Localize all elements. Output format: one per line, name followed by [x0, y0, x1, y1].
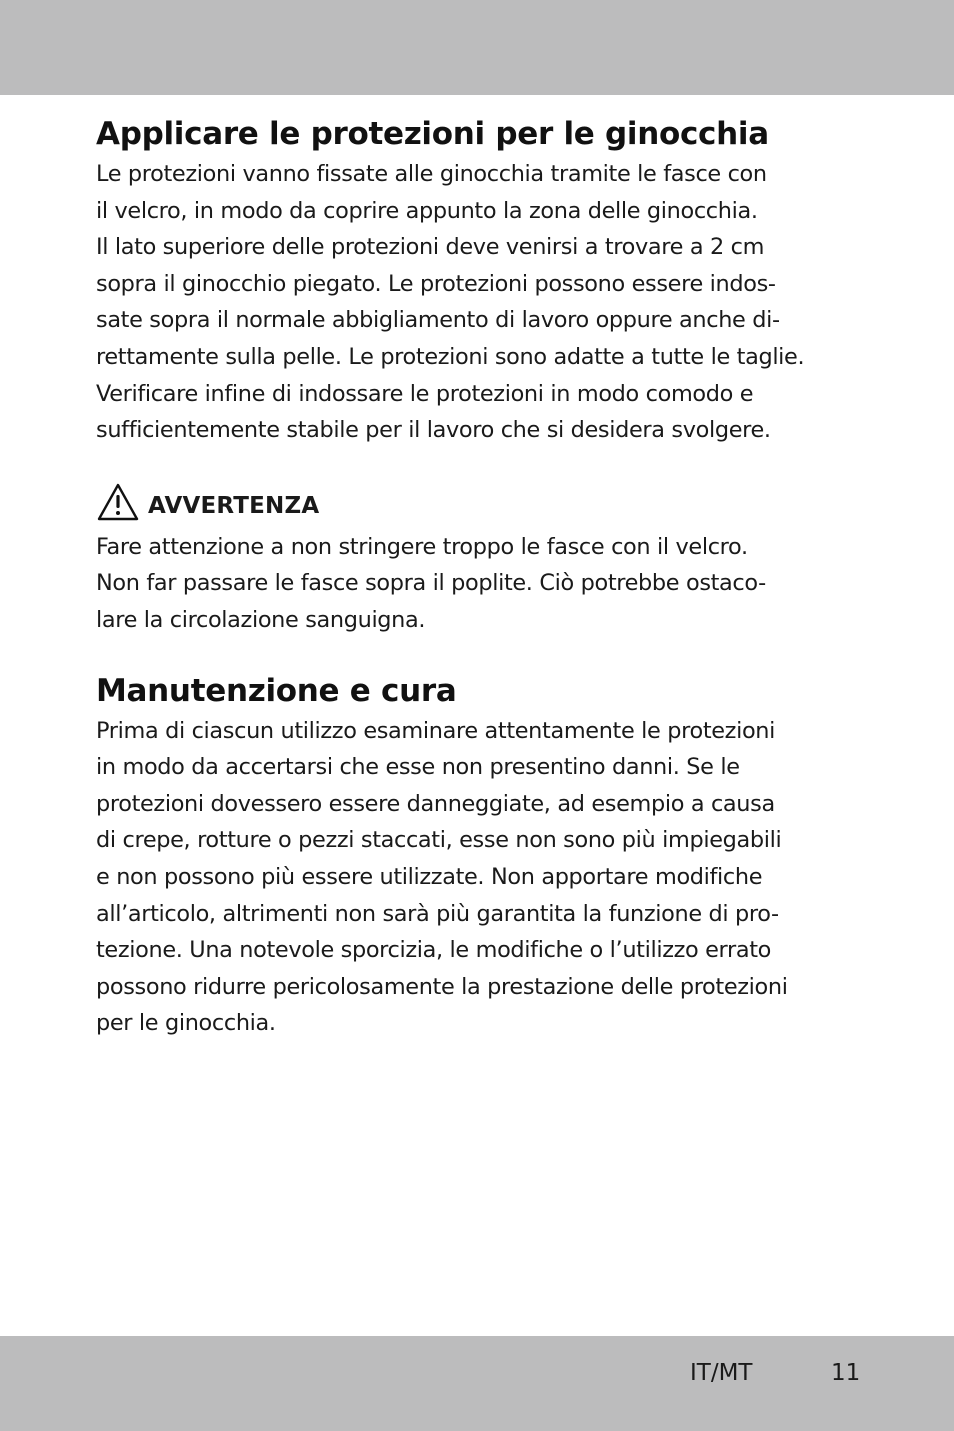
body-line: protezioni dovessero essere danneggiate, ad esempio a causa [96, 790, 775, 817]
body-line: all’articolo, altrimenti non sarà più garantita la funzione di pro- [96, 900, 779, 927]
body-line: tezione. Una notevole sporcizia, le modifiche o l’utilizzo errato [96, 937, 772, 964]
body-line: sopra il ginocchio piegato. Le protezioni possono essere indos- [96, 270, 776, 297]
body-line: e non possono più essere utilizzate. Non apportare modifiche [96, 863, 763, 890]
body-line: rettamente sulla pelle. Le protezioni sono adatte a tutte le taglie. [96, 343, 805, 370]
body-line: sate sopra il normale abbigliamento di lavoro oppure anche di- [96, 307, 780, 334]
warning-triangle-icon [96, 482, 140, 522]
body-line: Le protezioni vanno fissate alle ginocchia tramite le fasce con [96, 161, 767, 187]
body-line: per le ginocchia. [96, 1010, 276, 1037]
body-line: Prima di ciascun utilizzo esaminare attentamente le protezioni [96, 717, 776, 744]
warning-heading [96, 479, 856, 525]
body-line: Fare attenzione a non stringere troppo le fasce con il velcro. [96, 533, 748, 560]
page-content [96, 112, 856, 1042]
body-line: lare la circolazione sanguigna. [96, 606, 426, 633]
section-title-apply: Applicare le protezioni per le ginocchia [96, 116, 769, 152]
body-line: possono ridurre pericolosamente la prestazione delle protezioni [96, 973, 788, 1000]
warning-title: AVVERTENZA [148, 492, 320, 519]
warning-body [96, 529, 856, 639]
body-line: Non far passare le fasce sopra il poplite. Ciò potrebbe ostaco- [96, 570, 766, 597]
footer-band [0, 1336, 954, 1431]
body-line: di crepe, rotture o pezzi staccati, esse non sono più impiegabili [96, 827, 782, 854]
body-line: in modo da accertarsi che esse non presentino danni. Se le [96, 754, 740, 781]
section-title-maintenance: Manutenzione e cura [96, 672, 457, 709]
header-band [0, 0, 954, 95]
body-line: Verificare infine di indossare le protezioni in modo comodo e [96, 380, 754, 407]
footer-language-code: IT/MT [690, 1360, 753, 1386]
body-line: il velcro, in modo da coprire appunto la zona delle ginocchia. [96, 197, 758, 224]
section-body-apply [96, 156, 856, 449]
section-body-maintenance [96, 713, 856, 1042]
footer-page-number: 11 [831, 1360, 861, 1386]
body-line: sufficientemente stabile per il lavoro che si desidera svolgere. [96, 417, 771, 444]
body-line: Il lato superiore delle protezioni deve venirsi a trovare a 2 cm [96, 234, 765, 261]
